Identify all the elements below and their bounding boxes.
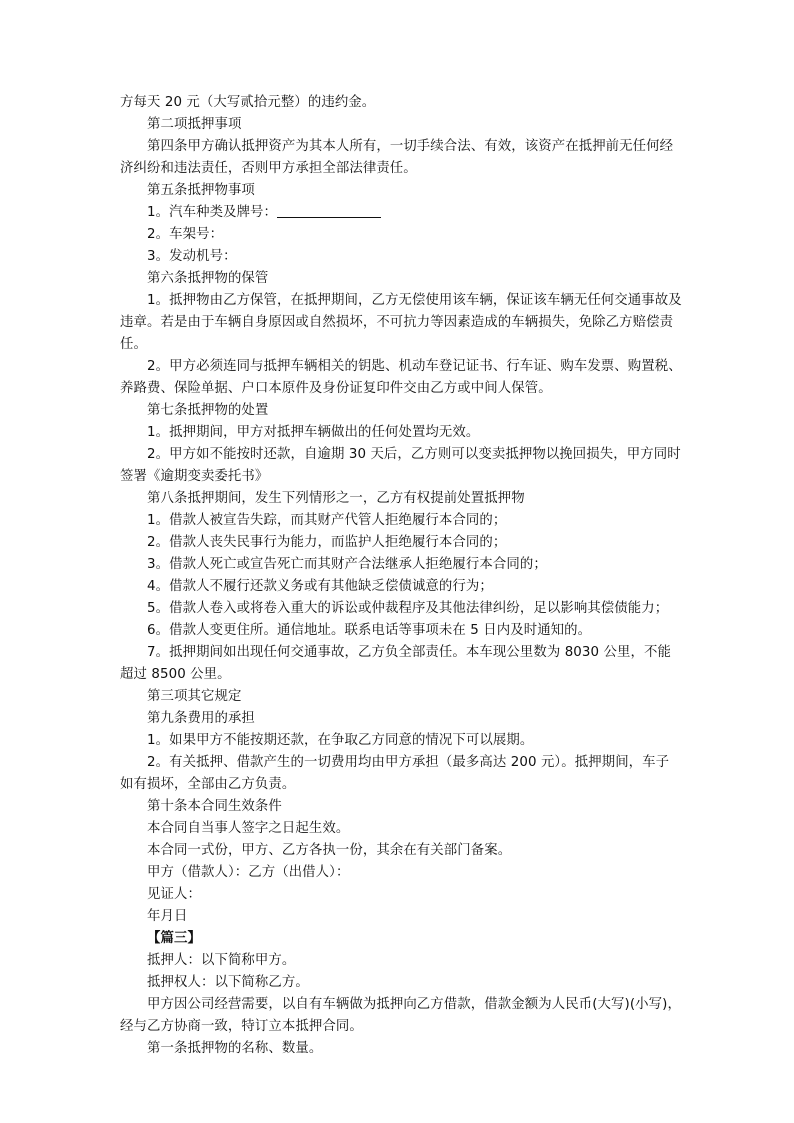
paragraph: 抵押人：以下简称甲方。: [147, 953, 296, 968]
part-heading: 【篇三】: [147, 931, 201, 946]
article-heading: 第六条抵押物的保管: [147, 271, 269, 286]
list-item: 1。抵押期间，甲方对抵押车辆做出的任何处置均无效。: [147, 425, 480, 440]
date-line: 年月日: [147, 909, 188, 924]
list-item: 1。如果甲方不能按期还款，在争取乙方同意的情况下可以展期。: [147, 733, 534, 748]
paragraph: 本合同自当事人签字之日起生效。: [147, 821, 350, 836]
fill-in-blank: [277, 203, 381, 218]
list-item: 7。抵押期间如出现任何交通事故，乙方负全部责任。本车现公里数为 8030 公里，不能超过 8500 公里。: [120, 645, 671, 682]
list-item: 5。借款人卷入或将卷入重大的诉讼或仲裁程序及其他法律纠纷，足以影响其偿债能力；: [147, 601, 669, 616]
article-heading: 第一条抵押物的名称、数量。: [147, 1041, 323, 1056]
list-item: 3。借款人死亡或宣告死亡而其财产合法继承人拒绝履行本合同的；: [147, 557, 547, 572]
list-item: 2。有关抵押、借款产生的一切费用均由甲方承担（最多高达 200 元）。抵押期间，车子如有损坏，全部由乙方负责。: [120, 755, 670, 792]
list-item: 6。借款人变更住所。通信地址。联系电话等事项未在 5 日内及时通知的。: [147, 623, 592, 638]
signature-line: 甲方（借款人）：乙方（出借人）：: [147, 865, 350, 880]
list-item: 1。借款人被宣告失踪，而其财产代管人拒绝履行本合同的；: [147, 513, 507, 528]
list-item: 2。借款人丧失民事行为能力，而监护人拒绝履行本合同的；: [147, 535, 507, 550]
paragraph: 方每天 20 元（大写贰拾元整）的违约金。: [120, 95, 376, 110]
paragraph: 甲方因公司经营需要，以自有车辆做为抵押向乙方借款，借款金额为人民币(大写)(小写)，经与乙方协商一致，特订立本抵押合同。: [120, 997, 681, 1034]
article-heading: 第十条本合同生效条件: [147, 799, 282, 814]
list-item: 2。甲方如不能按时还款，自逾期 30 天后，乙方则可以变卖抵押物以挽回损失，甲方同时签署《逾期变卖委托书》: [120, 447, 681, 484]
article-heading: 第五条抵押物事项: [147, 183, 255, 198]
list-item: 1。抵押物由乙方保管，在抵押期间，乙方无偿使用该车辆，保证该车辆无任何交通事故及违章。若是由于车辆自身原因或自然损坏，不可抗力等因素造成的车辆损失，免除乙方赔偿责任。: [120, 293, 682, 352]
paragraph: 本合同一式份，甲方、乙方各执一份，其余在有关部门备案。: [147, 843, 512, 858]
section-heading: 第二项抵押事项: [147, 117, 242, 132]
list-item: 2。车架号：: [147, 227, 224, 242]
article-heading: 第八条抵押期间，发生下列情形之一，乙方有权提前处置抵押物: [147, 491, 525, 506]
list-item: 4。借款人不履行还款义务或有其他缺乏偿债诚意的行为；: [147, 579, 493, 594]
list-item-text: 1。汽车种类及牌号：: [147, 205, 278, 220]
paragraph: 第四条甲方确认抵押资产为其本人所有，一切手续合法、有效，该资产在抵押前无任何经济纠纷和违法责任，否则甲方承担全部法律责任。: [120, 139, 674, 176]
list-item: 3。发动机号：: [147, 249, 237, 264]
article-heading: 第九条费用的承担: [147, 711, 255, 726]
section-heading: 第三项其它规定: [147, 689, 242, 704]
paragraph: 抵押权人：以下简称乙方。: [147, 975, 309, 990]
article-heading: 第七条抵押物的处置: [147, 403, 269, 418]
witness-line: 见证人：: [147, 887, 201, 902]
document-body: [120, 92, 682, 1060]
list-item: 2。甲方必须连同与抵押车辆相关的钥匙、机动车登记证书、行车证、购车发票、购置税、养路费、保险单据、户口本原件及身份证复印件交由乙方或中间人保管。: [120, 359, 682, 396]
list-item: [120, 202, 682, 224]
